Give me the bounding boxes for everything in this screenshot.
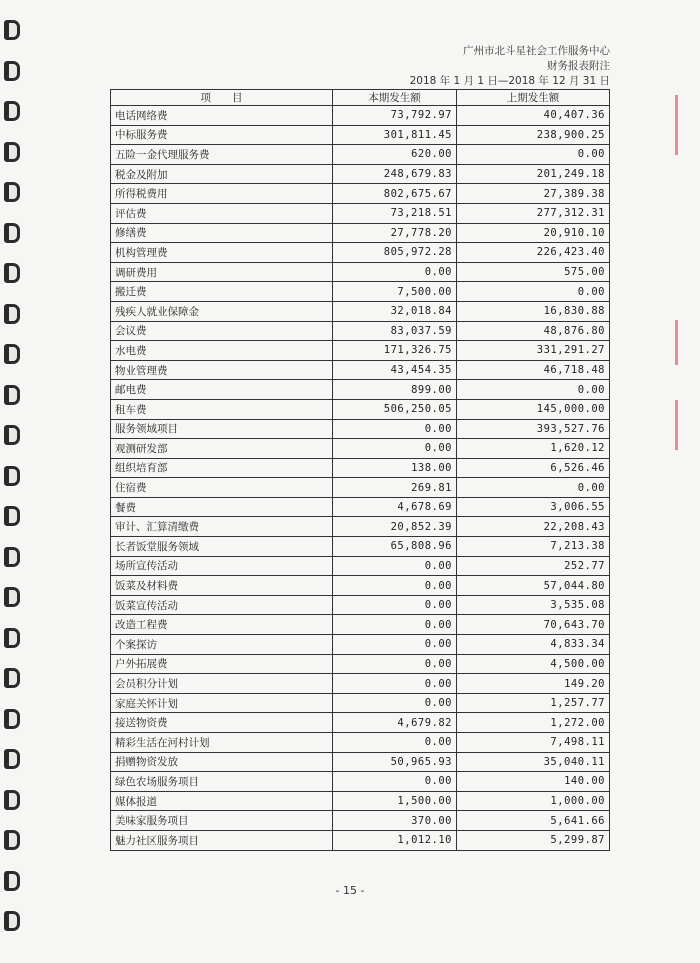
organization-name: 广州市北斗星社会工作服务中心 [463,45,610,57]
binding-ring-icon [4,101,20,121]
row-current-value: 0.00 [333,556,457,576]
table-row [111,125,610,145]
row-item-label: 物业管理费 [111,360,333,380]
row-current-value: 73,218.51 [333,203,457,223]
row-item-label: 饭菜宣传活动 [111,595,333,615]
row-item-label: 残疾人就业保障金 [111,301,333,321]
binding-ring-icon [4,506,20,526]
table-row [111,419,610,439]
row-current-value: 171,326.75 [333,341,457,361]
table-row [111,203,610,223]
row-item-label: 修缮费 [111,223,333,243]
row-item-label: 观测研发部 [111,439,333,459]
row-item-label: 改造工程费 [111,615,333,635]
row-current-value: 0.00 [333,654,457,674]
binding-ring-icon [4,668,20,688]
row-item-label: 电话网络费 [111,106,333,126]
row-item-label: 美味家服务项目 [111,811,333,831]
row-current-value: 0.00 [333,772,457,792]
row-previous-value: 27,389.38 [457,184,610,204]
row-current-value: 0.00 [333,576,457,596]
row-current-value: 27,778.20 [333,223,457,243]
table-row [111,791,610,811]
row-item-label: 魅力社区服务项目 [111,830,333,850]
binding-ring-icon [4,182,20,202]
row-item-label: 水电费 [111,341,333,361]
table-row [111,360,610,380]
table-row [111,615,610,635]
row-item-label: 调研费用 [111,262,333,282]
table-row [111,321,610,341]
row-item-label: 场所宣传活动 [111,556,333,576]
row-current-value: 43,454.35 [333,360,457,380]
table-row [111,556,610,576]
row-current-value: 1,500.00 [333,791,457,811]
binding-ring-icon [4,628,20,648]
row-previous-value: 3,006.55 [457,497,610,517]
row-current-value: 0.00 [333,733,457,753]
row-current-value: 620.00 [333,145,457,165]
table-row [111,262,610,282]
row-previous-value: 238,900.25 [457,125,610,145]
row-previous-value: 7,498.11 [457,733,610,753]
binding-ring-icon [4,304,20,324]
document-title: 财务报表附注 [547,60,610,72]
row-item-label: 会员积分计划 [111,674,333,694]
row-previous-value: 70,643.70 [457,615,610,635]
seal-stamp-edge [675,400,700,450]
binding-ring-icon [4,830,20,850]
binding-ring-icon [4,61,20,81]
table-row [111,635,610,655]
binding-ring-icon [4,344,20,364]
row-previous-value: 0.00 [457,145,610,165]
page-number: - 15 - [335,884,365,897]
row-previous-value: 331,291.27 [457,341,610,361]
table-row [111,497,610,517]
table-row [111,380,610,400]
row-previous-value: 1,272.00 [457,713,610,733]
row-current-value: 248,679.83 [333,164,457,184]
row-previous-value: 149.20 [457,674,610,694]
row-item-label: 五险一金代理服务费 [111,145,333,165]
row-previous-value: 140.00 [457,772,610,792]
row-item-label: 家庭关怀计划 [111,693,333,713]
table-row [111,243,610,263]
row-previous-value: 0.00 [457,380,610,400]
row-previous-value: 46,718.48 [457,360,610,380]
row-item-label: 接送物资费 [111,713,333,733]
row-current-value: 4,679.82 [333,713,457,733]
row-previous-value: 16,830.88 [457,301,610,321]
binding-ring-icon [4,142,20,162]
row-previous-value: 0.00 [457,478,610,498]
row-previous-value: 22,208.43 [457,517,610,537]
expense-table [110,89,610,851]
table-row [111,674,610,694]
table-row [111,223,610,243]
table-row [111,654,610,674]
table-row [111,184,610,204]
document-header [410,44,610,89]
row-previous-value: 5,299.87 [457,830,610,850]
binding-ring-icon [4,547,20,567]
row-item-label: 租车费 [111,399,333,419]
table-row [111,458,610,478]
table-row [111,301,610,321]
row-item-label: 餐费 [111,497,333,517]
binding-ring-icon [4,749,20,769]
row-current-value: 65,808.96 [333,537,457,557]
row-item-label: 长者饭堂服务领域 [111,537,333,557]
binding-ring-icon [4,790,20,810]
table-row [111,811,610,831]
table-row [111,713,610,733]
row-item-label: 中标服务费 [111,125,333,145]
row-previous-value: 201,249.18 [457,164,610,184]
header-current-period: 本期发生额 [333,90,457,106]
row-current-value: 138.00 [333,458,457,478]
row-previous-value: 145,000.00 [457,399,610,419]
row-previous-value: 575.00 [457,262,610,282]
row-current-value: 83,037.59 [333,321,457,341]
table-row [111,595,610,615]
row-previous-value: 0.00 [457,282,610,302]
header-item: 项 目 [111,90,333,106]
binding-ring-icon [4,20,20,40]
row-current-value: 506,250.05 [333,399,457,419]
table-row [111,106,610,126]
row-previous-value: 6,526.46 [457,458,610,478]
row-item-label: 饭菜及材料费 [111,576,333,596]
table-row [111,830,610,850]
row-item-label: 绿色农场服务项目 [111,772,333,792]
row-current-value: 269.81 [333,478,457,498]
table-row [111,478,610,498]
row-item-label: 捐赠物资发放 [111,752,333,772]
row-current-value: 50,965.93 [333,752,457,772]
table-row [111,439,610,459]
binding-ring-icon [4,466,20,486]
binding-ring-icon [4,425,20,445]
row-item-label: 精彩生活在河村计划 [111,733,333,753]
row-item-label: 所得税费用 [111,184,333,204]
binding-ring-icon [4,223,20,243]
row-item-label: 机构管理费 [111,243,333,263]
row-item-label: 服务领域项目 [111,419,333,439]
row-current-value: 20,852.39 [333,517,457,537]
table-row [111,752,610,772]
table-row [111,282,610,302]
row-item-label: 搬迁费 [111,282,333,302]
row-previous-value: 40,407.36 [457,106,610,126]
row-item-label: 组织培育部 [111,458,333,478]
row-previous-value: 252.77 [457,556,610,576]
binding-ring-icon [4,263,20,283]
seal-stamp-edge [675,95,700,155]
table-row [111,164,610,184]
row-previous-value: 1,000.00 [457,791,610,811]
table-row [111,145,610,165]
row-current-value: 0.00 [333,615,457,635]
row-current-value: 802,675.67 [333,184,457,204]
row-previous-value: 7,213.38 [457,537,610,557]
row-current-value: 32,018.84 [333,301,457,321]
seal-stamp-edge [675,320,700,365]
row-current-value: 370.00 [333,811,457,831]
row-item-label: 税金及附加 [111,164,333,184]
row-previous-value: 57,044.80 [457,576,610,596]
table-row [111,772,610,792]
row-previous-value: 226,423.40 [457,243,610,263]
row-item-label: 媒体报道 [111,791,333,811]
row-item-label: 个案探访 [111,635,333,655]
row-current-value: 0.00 [333,262,457,282]
table-header-row [111,90,610,106]
row-current-value: 73,792.97 [333,106,457,126]
binding-rings [4,20,28,950]
row-current-value: 0.00 [333,693,457,713]
row-current-value: 4,678.69 [333,497,457,517]
table-row [111,537,610,557]
row-item-label: 会议费 [111,321,333,341]
table-row [111,733,610,753]
row-item-label: 户外拓展费 [111,654,333,674]
row-current-value: 899.00 [333,380,457,400]
header-previous-period: 上期发生额 [457,90,610,106]
row-item-label: 评估费 [111,203,333,223]
table-row [111,341,610,361]
row-previous-value: 5,641.66 [457,811,610,831]
row-previous-value: 3,535.08 [457,595,610,615]
reporting-period: 2018 年 1 月 1 日—2018 年 12 月 31 日 [409,75,610,87]
row-previous-value: 4,500.00 [457,654,610,674]
row-previous-value: 48,876.80 [457,321,610,341]
row-previous-value: 35,040.11 [457,752,610,772]
row-item-label: 审计、汇算清缴费 [111,517,333,537]
row-current-value: 0.00 [333,595,457,615]
row-current-value: 7,500.00 [333,282,457,302]
row-current-value: 301,811.45 [333,125,457,145]
row-current-value: 0.00 [333,419,457,439]
binding-ring-icon [4,709,20,729]
binding-ring-icon [4,911,20,931]
row-previous-value: 20,910.10 [457,223,610,243]
table-row [111,517,610,537]
binding-ring-icon [4,385,20,405]
row-previous-value: 277,312.31 [457,203,610,223]
table-row [111,576,610,596]
row-current-value: 805,972.28 [333,243,457,263]
row-current-value: 0.00 [333,674,457,694]
binding-ring-icon [4,587,20,607]
row-item-label: 住宿费 [111,478,333,498]
row-current-value: 0.00 [333,439,457,459]
row-item-label: 邮电费 [111,380,333,400]
table-row [111,693,610,713]
row-previous-value: 1,620.12 [457,439,610,459]
row-previous-value: 4,833.34 [457,635,610,655]
row-current-value: 1,012.10 [333,830,457,850]
row-current-value: 0.00 [333,635,457,655]
row-previous-value: 393,527.76 [457,419,610,439]
row-previous-value: 1,257.77 [457,693,610,713]
table-row [111,399,610,419]
